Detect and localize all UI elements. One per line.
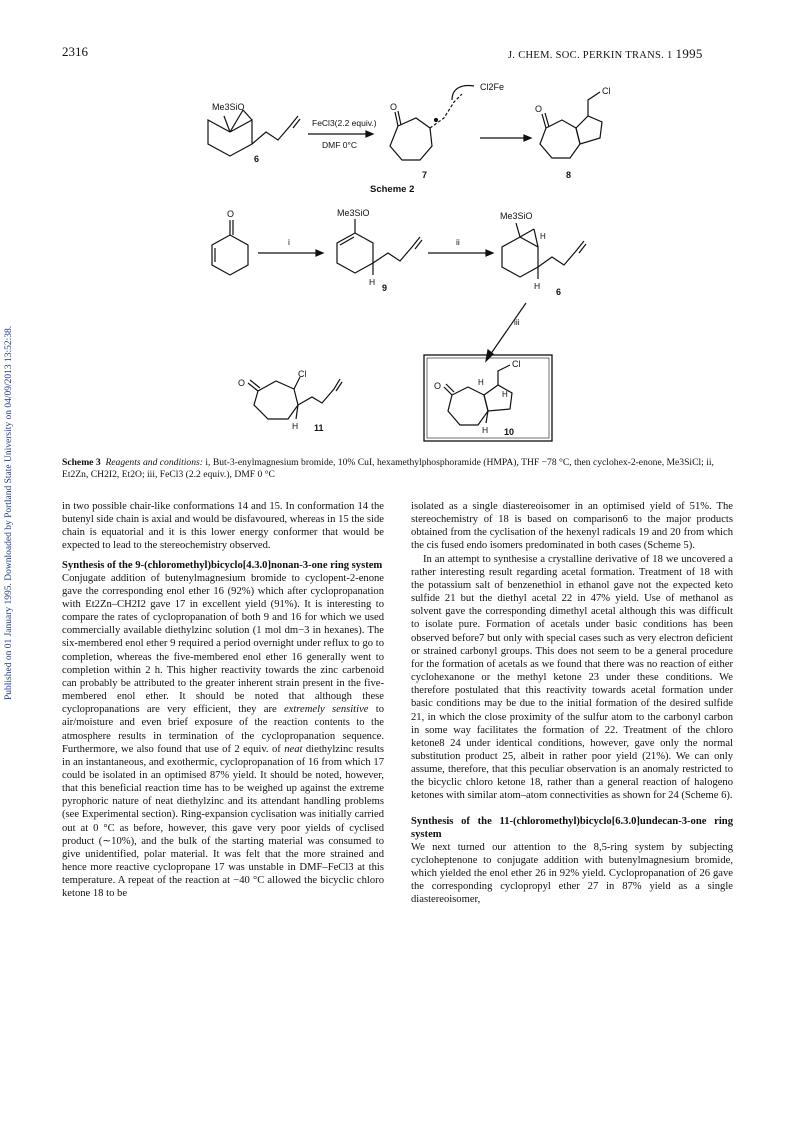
- caption-label: Scheme 3: [62, 457, 101, 468]
- paragraph: We next turned our attention to the 8,5-ring system by subjecting cycloheptenone to conjugate addition with butenylmagnesium bromide, which yielded the enol ether 26 in 92% yield. Cyclopropanation of 26 gave the corresponding cyclopropyl ether 27 in 87% yield as a single diastereoisomer,: [411, 841, 733, 906]
- journal-year: 1995: [675, 46, 703, 61]
- iron-arrow: [452, 86, 474, 100]
- paragraph: [62, 572, 384, 901]
- emphasis: extremely sensitive: [283, 704, 369, 716]
- reaction-arrow: [490, 303, 526, 355]
- caption-text: i, But-3-enylmagnesium bromide, 10% CuI, hexamethylphosphoramide (HMPA), THF −78 °C, then cyclohex-2-enone, Me3SiCl; ii, Et2Zn, CH2I2, Et2O; iii, FeCl3 (2.2 equiv.), DMF 0 °C: [62, 457, 714, 480]
- scheme-3-figure: [190, 205, 630, 455]
- section-heading: Synthesis of the 11-(chloromethyl)bicyclo[6.3.0]undecan-3-one ring system: [411, 815, 733, 840]
- scheme-3-caption: [62, 457, 732, 480]
- cyclopropane-bond: [520, 229, 534, 237]
- compound-6-number: 6: [254, 154, 260, 164]
- hydrogen-label: H: [482, 425, 489, 435]
- butenyl-chain: [298, 379, 340, 405]
- conditions-label: DMF 0°C: [322, 140, 358, 150]
- hydrogen-label: H: [478, 378, 484, 387]
- cyclohexenone-ring: [212, 235, 248, 275]
- cyclohexane-ring: [502, 237, 538, 277]
- compound-7-number: 7: [422, 170, 428, 180]
- reagent-label: FeCl3(2.2 equiv.): [312, 118, 377, 128]
- step-ii-label: ii: [456, 237, 460, 247]
- carbonyl-bond: [248, 383, 258, 391]
- cycloheptanone-ring: [254, 381, 298, 419]
- butenyl-chain: [373, 237, 420, 263]
- oxygen-label: O: [535, 104, 543, 114]
- step-iii-label: iii: [514, 317, 520, 327]
- cycloheptanone-ring: [448, 387, 488, 425]
- hydrogen-label: H: [540, 232, 546, 241]
- left-column: [62, 500, 384, 901]
- butenyl-chain: [538, 241, 584, 267]
- oxygen-label: O: [227, 209, 235, 219]
- carbonyl-bond: [250, 380, 260, 388]
- cl-label: Cl: [298, 369, 307, 379]
- journal-name: J. CHEM. SOC. PERKIN TRANS. 1: [508, 50, 673, 61]
- arrowhead: [486, 250, 493, 256]
- paragraph: in two possible chair-like conformations 14 and 15. In conformation 14 the butenyl side chain is axial and would be disfavoured, whereas in 15 the side chain is equatorial and it is this lower energy conformer that would be expected to lead to the stereochemistry observed.: [62, 501, 384, 552]
- oxygen-label: O: [390, 102, 398, 112]
- cyclohexane-ring: [208, 120, 252, 156]
- side-chain: [430, 94, 462, 128]
- cyclopropane-bond: [534, 229, 538, 247]
- cyclopentane-ring: [484, 385, 512, 411]
- paragraph: isolated as a single diastereoisomer in an optimised yield of 51%. The stereochemistry of 18 is based on comparison6 to the major products obtained from the cyclisation of the hexenyl radicals 19 and 20 from which the cis fused endo isomers predominated in both cases (Scheme 5).: [411, 501, 733, 552]
- section-heading: Synthesis of the 9-(chloromethyl)bicyclo[4.3.0]nonan-3-one ring system: [62, 559, 383, 571]
- me3sio-label: Me3SiO: [212, 102, 245, 112]
- chloromethyl-chain: [498, 365, 510, 385]
- caption-italic: Reagents and conditions:: [105, 457, 203, 468]
- hydrogen-label: H: [292, 421, 299, 431]
- hydrogen-label: H: [369, 277, 376, 287]
- compound-10-number: 10: [504, 427, 515, 437]
- carbonyl-bond: [395, 112, 398, 126]
- me3sio-label-b: Me3SiO: [500, 211, 533, 221]
- butenyl-chain: [252, 116, 298, 144]
- scheme-2-label: Scheme 2: [370, 184, 415, 195]
- download-notice: [2, 160, 16, 700]
- download-notice-text[interactable]: Published on 01 January 1995. Downloaded by Portland State University on 04/09/2013 13:52:38.: [4, 325, 14, 700]
- right-column: [411, 500, 733, 906]
- compound-11-number: 11: [314, 423, 324, 433]
- silyl-enol-ether-ring: [337, 233, 373, 273]
- text-run: Conjugate addition of butenylmagnesium bromide to cyclopent-2-enone gave the corresponding enol ether 16 (92%) which after cyclopropanation with Et2Zn–CH2I2 gave 17 in excellent yield (91%). It is interesting to compare the rates of cyclopropanation of both 9 and 16 for which we used commercially available diethylzinc solution (1 mol dm−3 in hexanes). The six-membered enol ether 9 required a period overnight under reflux to go to completion, whereas the five-membered enol ether 16 generally went to completion within 2 h. This higher reactivity towards the zinc carbenoid can probably be attributed to the greater inherent strain present in the five-membered enol ether. It should be noted that although these cyclopropanations are very efficient, they are: [62, 572, 384, 716]
- page-number: 2316: [62, 44, 88, 59]
- compound-8-number: 8: [566, 170, 572, 180]
- emphasis: neat: [284, 743, 303, 755]
- scheme-2-figure: [190, 80, 620, 200]
- siloxy-bond: [516, 223, 520, 237]
- journal-header: [508, 46, 703, 62]
- carbonyl-bond: [398, 111, 401, 125]
- chloromethyl-chain: [588, 92, 600, 116]
- cyclopentane-ring: [576, 116, 602, 144]
- radical-dot: [435, 119, 438, 122]
- cl-label: Cl: [512, 359, 521, 369]
- compound-6-number: 6: [556, 287, 562, 297]
- oxygen-label: O: [238, 378, 246, 388]
- paragraph: In an attempt to synthesise a crystalline derivative of 18 we uncovered a rather interesting result regarding acetal formation. Treatment of 18 with the potassium salt of benzenethiol in ethanol gave not the expected keto sulfide 21 but the diethyl acetal 22 in 47% yield. Use of methanol as solvent gave the corresponding dimethyl acetal although this was difficult to isolate pure. Formation of acetals under basic conditions has been observed before7 but only with special cases such as very electron deficient or strained carbonyl groups. This does not seem to be a general procedure for the formation of acetals as we found that there was no reaction of either cyclohexanone or the methyl ketone 23 under these conditions. We therefore postulated that this reactivity towards acetal formation under basic conditions may be due to the initial formation of the desired sulfide 21, in which the close proximity of the sulfur atom to the carbonyl carbon in some way facilitates the formation of 22. Treatment of the chloro ketone8 24 under identical conditions, however, gave only the normal substitution product 25, albeit in rather poor yield (21%). We can only assume, therefore, that this peculiar observation is an anomaly restricted to the bicyclic chloro ketone 18, rather than a general reaction of halogeno ketones with similar atom–atom connectivities as shown for 24 (Scheme 6).: [411, 553, 733, 802]
- cl-label: Cl: [602, 86, 611, 96]
- cycloheptane-ring: [540, 120, 580, 158]
- arrowhead: [366, 131, 373, 137]
- text-run: to air/moisture and even brief exposure of the reaction contents to the atmosphere results in termination of the cyclopropanation sequence. Furthermore, we also found that use of 2 equiv. of: [62, 704, 384, 755]
- oxygen-label: O: [434, 381, 442, 391]
- arrowhead: [524, 135, 531, 141]
- compound-9-number: 9: [382, 283, 388, 293]
- text-run: diethylzinc results in an instantaneous, and exothermic, cyclopropanation of 16 from which 17 could be isolated in an optimised 87% yield. It should be noted, however, that this beneficial reaction time has to be weighed up against the extreme pyrophoric nature of neat diethylzinc and its attendant handling problems (see Experimental section). Ring-expansion cyclisation was initially carried out at 0 °C as before, however, this gave very poor yields of cyclised product (∼10%), and the bulk of the starting material was consumed to give unidentified, polar material. It was felt that the more strained and hence more reactive cyclopropane 17 was unstable in DMF–FeCl3 at this temperature. A repeat of the reaction at −40 °C allowed the bicyclic chloro ketone 18 to be: [62, 743, 384, 900]
- cl2fe-label: Cl2Fe: [480, 82, 505, 92]
- ring-double-bond: [340, 237, 354, 245]
- hydrogen-label: H: [534, 281, 541, 291]
- me3sio-label-a: Me3SiO: [337, 208, 370, 218]
- arrowhead: [316, 250, 323, 256]
- cycloheptanone-ring: [390, 118, 432, 160]
- hydrogen-label: H: [502, 390, 508, 399]
- step-i-label: i: [288, 237, 290, 247]
